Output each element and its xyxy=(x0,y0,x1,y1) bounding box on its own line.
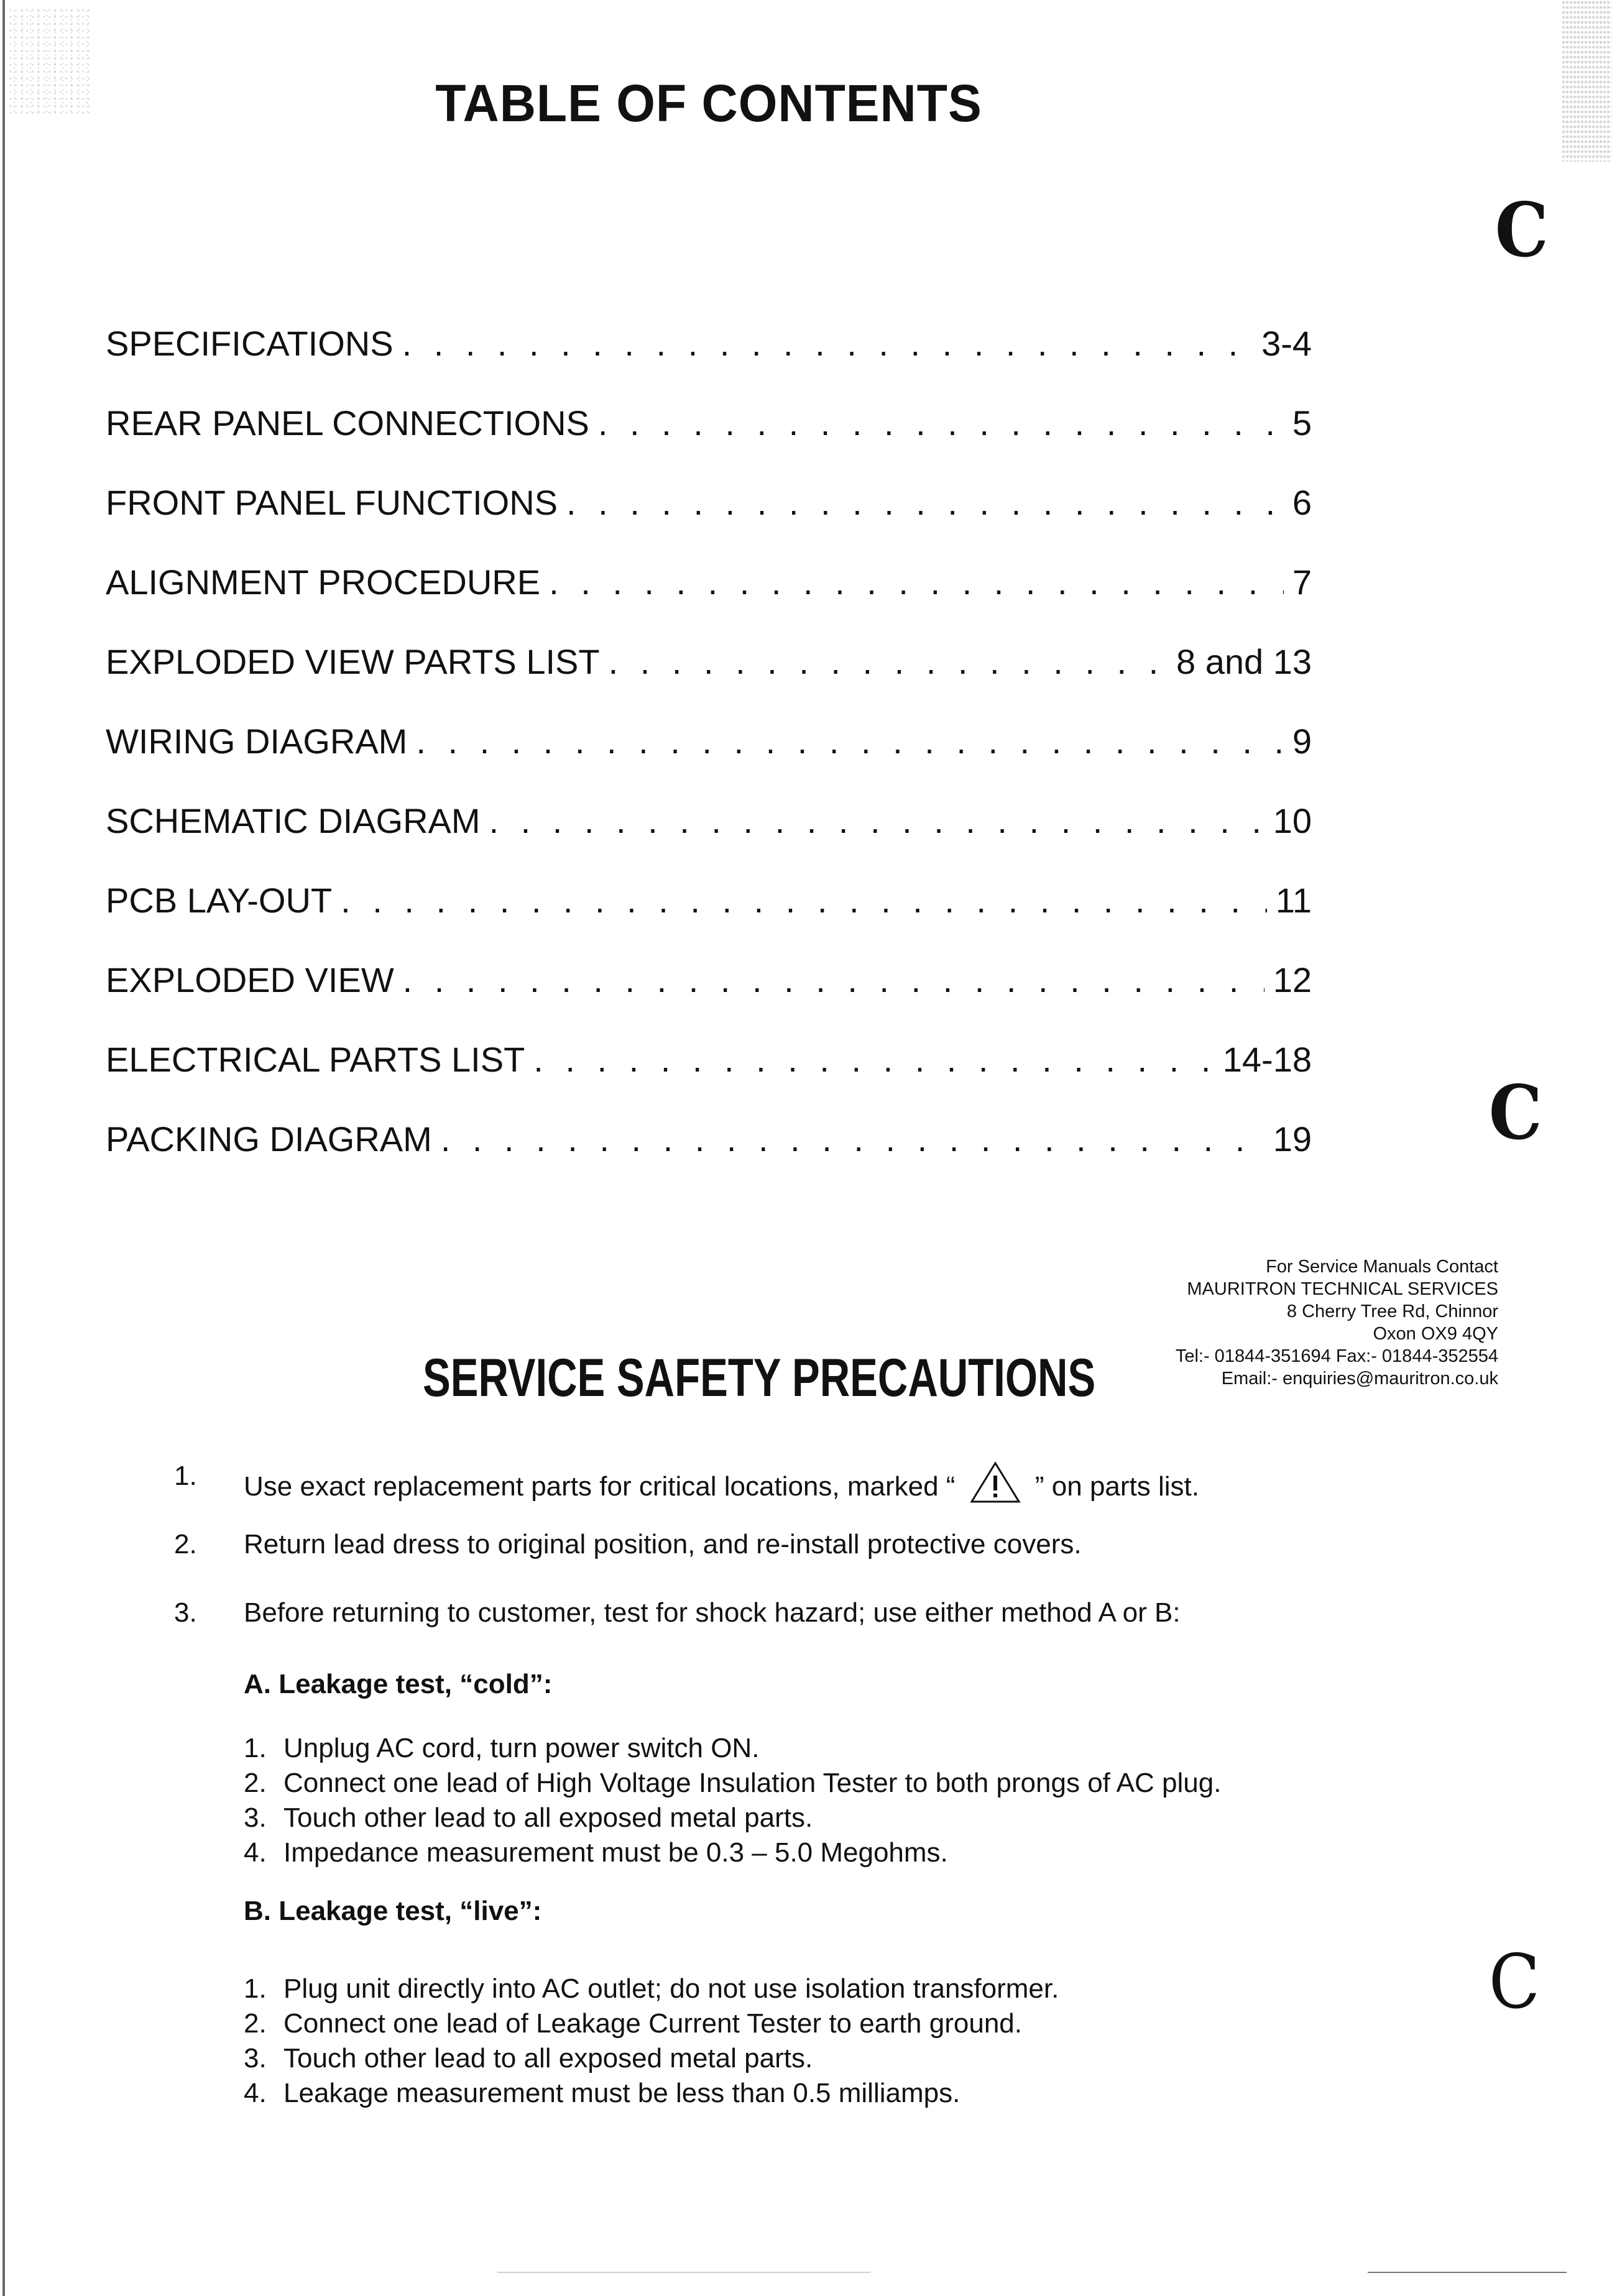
list-item-text: Unplug AC cord, turn power switch ON. xyxy=(283,1733,760,1763)
toc-entry-page: 3-4 xyxy=(1261,324,1312,363)
contact-email: Email:- enquiries@mauritron.co.uk xyxy=(1221,1369,1498,1389)
toc-leader-dots xyxy=(341,880,1267,921)
list-item-number: 2. xyxy=(244,2008,267,2039)
toc-leader-dots xyxy=(416,721,1284,761)
toc-leader-dots xyxy=(441,1119,1265,1159)
list-item-text: Leakage measurement must be less than 0.5 milliamps. xyxy=(283,2078,961,2108)
scan-edge-line xyxy=(497,2272,870,2273)
binder-hole-mark: C xyxy=(1495,186,1549,274)
toc-entry-label: FRONT PANEL FUNCTIONS xyxy=(106,483,558,522)
service-contact-block xyxy=(1175,1256,1498,1390)
toc-entry-label: REAR PANEL CONNECTIONS xyxy=(106,403,589,443)
list-item-number: 2. xyxy=(244,1768,267,1798)
live-test-list xyxy=(244,1972,1059,2111)
toc-entry-page: 5 xyxy=(1292,403,1312,443)
list-item xyxy=(244,1801,1221,1835)
toc-leader-dots xyxy=(402,323,1253,364)
toc-entry-page: 9 xyxy=(1292,722,1312,761)
step-number: 2. xyxy=(174,1529,197,1559)
scan-edge-rule xyxy=(2,0,5,2296)
toc-entry xyxy=(106,562,1312,641)
list-item-text: Touch other lead to all exposed metal parts. xyxy=(283,2043,813,2073)
list-item xyxy=(244,1766,1221,1801)
toc-leader-dots xyxy=(609,641,1168,682)
toc-leader-dots xyxy=(533,1039,1214,1080)
list-item xyxy=(244,1731,1221,1766)
step-text: Return lead dress to original position, and re-install protective covers. xyxy=(244,1529,1082,1559)
toc-leader-dots xyxy=(566,482,1284,523)
list-item xyxy=(244,2076,1059,2111)
list-item-text: Connect one lead of High Voltage Insulation Tester to both prongs of AC plug. xyxy=(283,1768,1222,1798)
toc-leader-dots xyxy=(403,960,1265,1000)
cold-test-heading: A. Leakage test, “cold”: xyxy=(244,1669,553,1699)
binder-hole-mark: C xyxy=(1488,1069,1542,1157)
safety-title: SERVICE SAFETY PRECAUTIONS xyxy=(423,1348,1096,1408)
scan-edge-line xyxy=(1368,2272,1567,2273)
toc-entry xyxy=(106,641,1312,721)
list-item-text: Plug unit directly into AC outlet; do not use isolation transformer. xyxy=(283,1973,1059,2004)
safety-steps xyxy=(174,1461,1330,1666)
binder-hole-mark: C xyxy=(1488,1939,1541,2026)
toc-entry-label: EXPLODED VIEW PARTS LIST xyxy=(106,642,600,681)
list-item xyxy=(244,2041,1059,2076)
toc-entry-page: 11 xyxy=(1275,881,1312,920)
step-text: Before returning to customer, test for shock hazard; use either method A or B: xyxy=(244,1597,1181,1628)
toc-entry xyxy=(106,403,1312,482)
contact-phone: Tel:- 01844-351694 Fax:- 01844-352554 xyxy=(1175,1346,1498,1366)
toc-entry-page: 8 and 13 xyxy=(1176,642,1312,681)
toc-entry xyxy=(106,880,1312,960)
toc-list xyxy=(106,323,1312,1198)
toc-entry-page: 6 xyxy=(1292,483,1312,522)
safety-step xyxy=(174,1461,1330,1529)
toc-entry xyxy=(106,960,1312,1039)
contact-address: 8 Cherry Tree Rd, Chinnor xyxy=(1286,1302,1498,1321)
toc-entry-page: 14-18 xyxy=(1222,1040,1312,1079)
contact-line: For Service Manuals Contact xyxy=(1266,1257,1498,1277)
toc-entry-label: PCB LAY-OUT xyxy=(106,881,333,920)
toc-entry-page: 12 xyxy=(1273,960,1312,999)
list-item-text: Touch other lead to all exposed metal parts. xyxy=(283,1802,813,1833)
toc-entry-label: WIRING DIAGRAM xyxy=(106,722,408,761)
contact-company: MAURITRON TECHNICAL SERVICES xyxy=(1187,1279,1498,1299)
step-number: 3. xyxy=(174,1597,197,1628)
toc-leader-dots xyxy=(489,801,1265,841)
toc-leader-dots xyxy=(598,403,1284,443)
toc-entry-label: SPECIFICATIONS xyxy=(106,324,394,363)
list-item-number: 3. xyxy=(244,2043,267,2073)
toc-entry xyxy=(106,1039,1312,1119)
safety-step xyxy=(174,1597,1330,1666)
toc-entry-page: 7 xyxy=(1292,563,1312,602)
scan-speckle-top-right xyxy=(1562,0,1611,162)
toc-entry-label: ELECTRICAL PARTS LIST xyxy=(106,1040,525,1079)
step-number: 1. xyxy=(174,1461,197,1491)
toc-entry xyxy=(106,482,1312,562)
step-text xyxy=(244,1461,1199,1504)
list-item-number: 4. xyxy=(244,1837,267,1868)
live-test-heading: B. Leakage test, “live”: xyxy=(244,1896,542,1926)
list-item-number: 1. xyxy=(244,1973,267,2004)
toc-entry-label: SCHEMATIC DIAGRAM xyxy=(106,801,481,840)
toc-entry xyxy=(106,1119,1312,1198)
toc-leader-dots xyxy=(549,562,1284,602)
toc-entry-page: 10 xyxy=(1273,801,1312,840)
toc-entry-label: PACKING DIAGRAM xyxy=(106,1119,432,1159)
list-item-number: 1. xyxy=(244,1733,267,1763)
toc-entry-label: EXPLODED VIEW xyxy=(106,960,394,999)
safety-step xyxy=(174,1529,1330,1597)
toc-entry xyxy=(106,721,1312,801)
toc-entry-label: ALIGNMENT PROCEDURE xyxy=(106,563,541,602)
list-item-number: 3. xyxy=(244,1802,267,1833)
list-item xyxy=(244,1835,1221,1870)
toc-entry xyxy=(106,801,1312,880)
list-item-text: Connect one lead of Leakage Current Tester to earth ground. xyxy=(283,2008,1022,2039)
cold-test-list xyxy=(244,1731,1221,1870)
list-item-number: 4. xyxy=(244,2078,267,2108)
warning-triangle-icon xyxy=(969,1461,1021,1504)
step-text-before: Use exact replacement parts for critical locations, marked “ xyxy=(244,1471,956,1502)
step-text-after: ” on parts list. xyxy=(1034,1471,1199,1502)
toc-entry xyxy=(106,323,1312,403)
list-item-text: Impedance measurement must be 0.3 – 5.0 Megohms. xyxy=(283,1837,948,1868)
toc-title: TABLE OF CONTENTS xyxy=(435,74,982,132)
list-item xyxy=(244,1972,1059,2006)
contact-postcode: Oxon OX9 4QY xyxy=(1373,1324,1498,1344)
list-item xyxy=(244,2006,1059,2041)
toc-entry-page: 19 xyxy=(1273,1119,1312,1159)
